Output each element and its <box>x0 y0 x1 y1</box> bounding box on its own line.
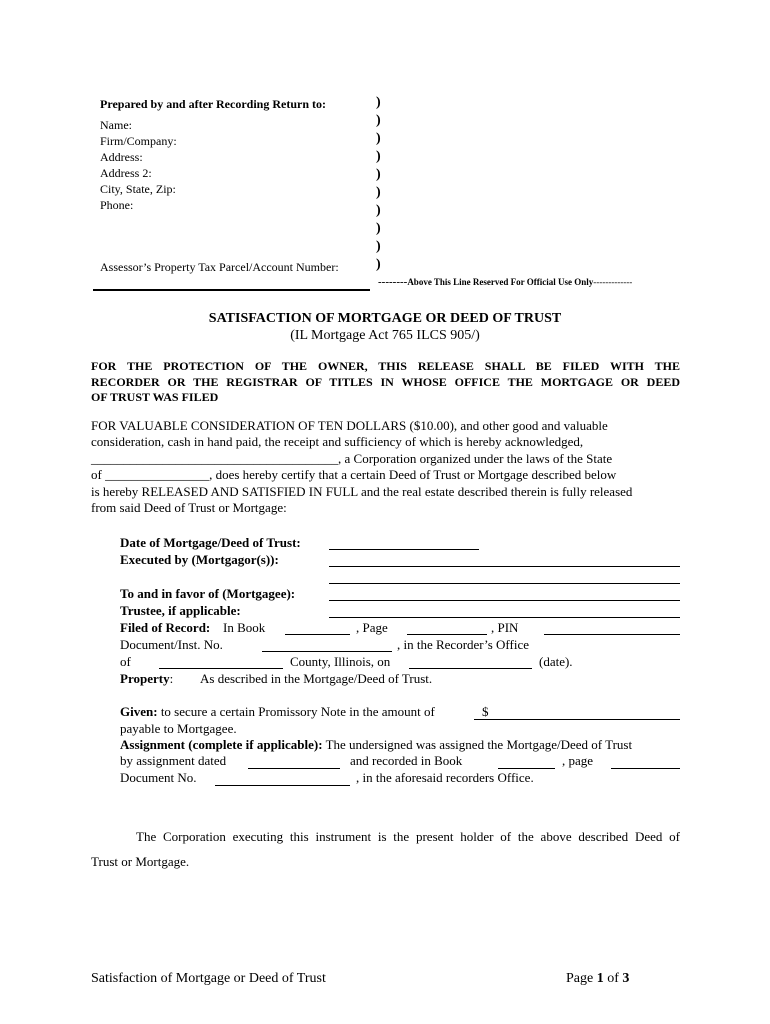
trustee-field[interactable] <box>329 617 680 618</box>
paren-1: ) <box>376 95 381 110</box>
notice-line-3: OF TRUST WAS FILED <box>91 390 219 404</box>
document-no-field[interactable] <box>215 785 350 786</box>
page-field[interactable] <box>407 634 487 635</box>
trustee-label: Trustee, if applicable: <box>120 603 241 618</box>
amount-field[interactable] <box>474 719 680 720</box>
payable-text: payable to Mortgagee. <box>120 721 237 736</box>
of-label: of <box>120 654 131 669</box>
paren-6: ) <box>376 185 381 200</box>
body-line-6: from said Deed of Trust or Mortgage: <box>91 500 287 515</box>
recorders-office-label: , in the Recorder’s Office <box>397 637 529 652</box>
assignment-label: Assignment (complete if applicable): <box>120 737 323 752</box>
property-label: Property <box>120 671 170 686</box>
pin-field[interactable] <box>544 634 680 635</box>
given-text: to secure a certain Promissory Note in the amount of <box>160 704 435 719</box>
in-book-label: In Book <box>223 620 266 635</box>
page2-label: , page <box>562 753 594 768</box>
paren-3: ) <box>376 131 381 146</box>
assignment-page-field[interactable] <box>611 768 680 769</box>
page-word: Page <box>566 971 594 986</box>
county-label: County, Illinois, on <box>290 654 391 669</box>
document-no-label: Document No. <box>120 770 197 785</box>
by-assignment-label: by assignment dated <box>120 753 227 768</box>
official-use-line <box>378 276 632 288</box>
body-line-2: consideration, cash in hand paid, the receipt and sufficiency of which is hereby acknowledged, <box>91 434 584 449</box>
page-total: 3 <box>622 971 630 986</box>
property-text: As described in the Mortgage/Deed of Trust. <box>200 671 433 686</box>
mortgagor-field-2[interactable] <box>329 583 680 584</box>
footer-title: Satisfaction of Mortgage or Deed of Trust <box>91 971 326 986</box>
notice-line-1: FOR THE PROTECTION OF THE OWNER, THIS RELEASE SHALL BE FILED WITH THE <box>91 359 680 373</box>
page-title: SATISFACTION OF MORTGAGE OR DEED OF TRUST <box>208 311 562 326</box>
property-row <box>120 671 173 687</box>
address-label: Address: <box>100 150 143 164</box>
body-line-1: FOR VALUABLE CONSIDERATION OF TEN DOLLARS ($10.00), and other good and valuable <box>91 418 608 433</box>
dashes: -------- <box>378 276 408 288</box>
reserved-text: Above This Line Reserved For Official Use Only <box>407 277 594 287</box>
page-number: 1 <box>596 971 604 986</box>
paren-2: ) <box>376 113 381 128</box>
page-indicator <box>566 970 629 988</box>
paren-7: ) <box>376 203 381 218</box>
paren-5: ) <box>376 167 381 182</box>
name-label: Name: <box>100 118 132 132</box>
aforesaid-text: , in the aforesaid recorders Office. <box>356 770 534 785</box>
paren-4: ) <box>376 149 381 164</box>
filed-of-record-row <box>120 620 210 636</box>
paren-9: ) <box>376 239 381 254</box>
page-label: , Page <box>356 620 388 635</box>
phone-label: Phone: <box>100 198 134 212</box>
closing-line-1: The Corporation executing this instrument is the present holder of the above described Deed of <box>136 829 680 844</box>
date-of-mortgage-field[interactable] <box>329 549 479 550</box>
assessor-label: Assessor’s Property Tax Parcel/Account Number: <box>100 260 339 274</box>
record-date-field[interactable] <box>409 668 532 669</box>
property-colon: : <box>169 671 174 686</box>
reserved-tail: ------------- <box>593 277 633 287</box>
doc-inst-label: Document/Inst. No. <box>120 637 223 652</box>
county-field[interactable] <box>159 668 283 669</box>
filed-of-record-label: Filed of Record: <box>120 620 211 635</box>
body-line-3: ______________________________________, a Corporation organized under the laws of the State <box>91 451 613 466</box>
doc-inst-field[interactable] <box>262 651 392 652</box>
paren-8: ) <box>376 221 381 236</box>
dollar-sign: $ <box>482 704 489 719</box>
assignment-book-field[interactable] <box>498 768 555 769</box>
paren-10: ) <box>376 257 381 272</box>
closing-line-2: Trust or Mortgage. <box>91 854 190 869</box>
body-line-4: of ________________, does hereby certify that a certain Deed of Trust or Mortgage described below <box>91 467 617 482</box>
given-label: Given: <box>120 704 158 719</box>
mortgagor-field[interactable] <box>329 566 680 567</box>
city-state-zip-label: City, State, Zip: <box>100 182 176 196</box>
assignment-text: The undersigned was assigned the Mortgage/Deed of Trust <box>325 737 633 752</box>
mortgagee-field[interactable] <box>329 600 680 601</box>
of-word: of <box>607 971 619 986</box>
body-line-5: is hereby RELEASED AND SATISFIED IN FULL and the real estate described therein is fully released <box>91 484 633 499</box>
header-divider <box>93 289 370 291</box>
firm-label: Firm/Company: <box>100 134 177 148</box>
given-row <box>120 704 435 720</box>
recorded-in-book-label: and recorded in Book <box>350 753 463 768</box>
date-of-mortgage-label: Date of Mortgage/Deed of Trust: <box>120 535 301 550</box>
date-word: (date). <box>539 654 573 669</box>
notice-line-2: RECORDER OR THE REGISTRAR OF TITLES IN WHOSE OFFICE THE MORTGAGE OR DEED <box>91 375 680 389</box>
executed-by-label: Executed by (Mortgagor(s)): <box>120 552 279 567</box>
address2-label: Address 2: <box>100 166 152 180</box>
assignment-row <box>120 737 632 753</box>
page-subtitle: (IL Mortgage Act 765 ILCS 905/) <box>290 328 480 343</box>
mortgagee-label: To and in favor of (Mortgagee): <box>120 586 296 601</box>
return-to-label: Prepared by and after Recording Return to: <box>100 97 326 111</box>
book-field[interactable] <box>285 634 350 635</box>
assignment-date-field[interactable] <box>248 768 340 769</box>
pin-label: , PIN <box>491 620 519 635</box>
